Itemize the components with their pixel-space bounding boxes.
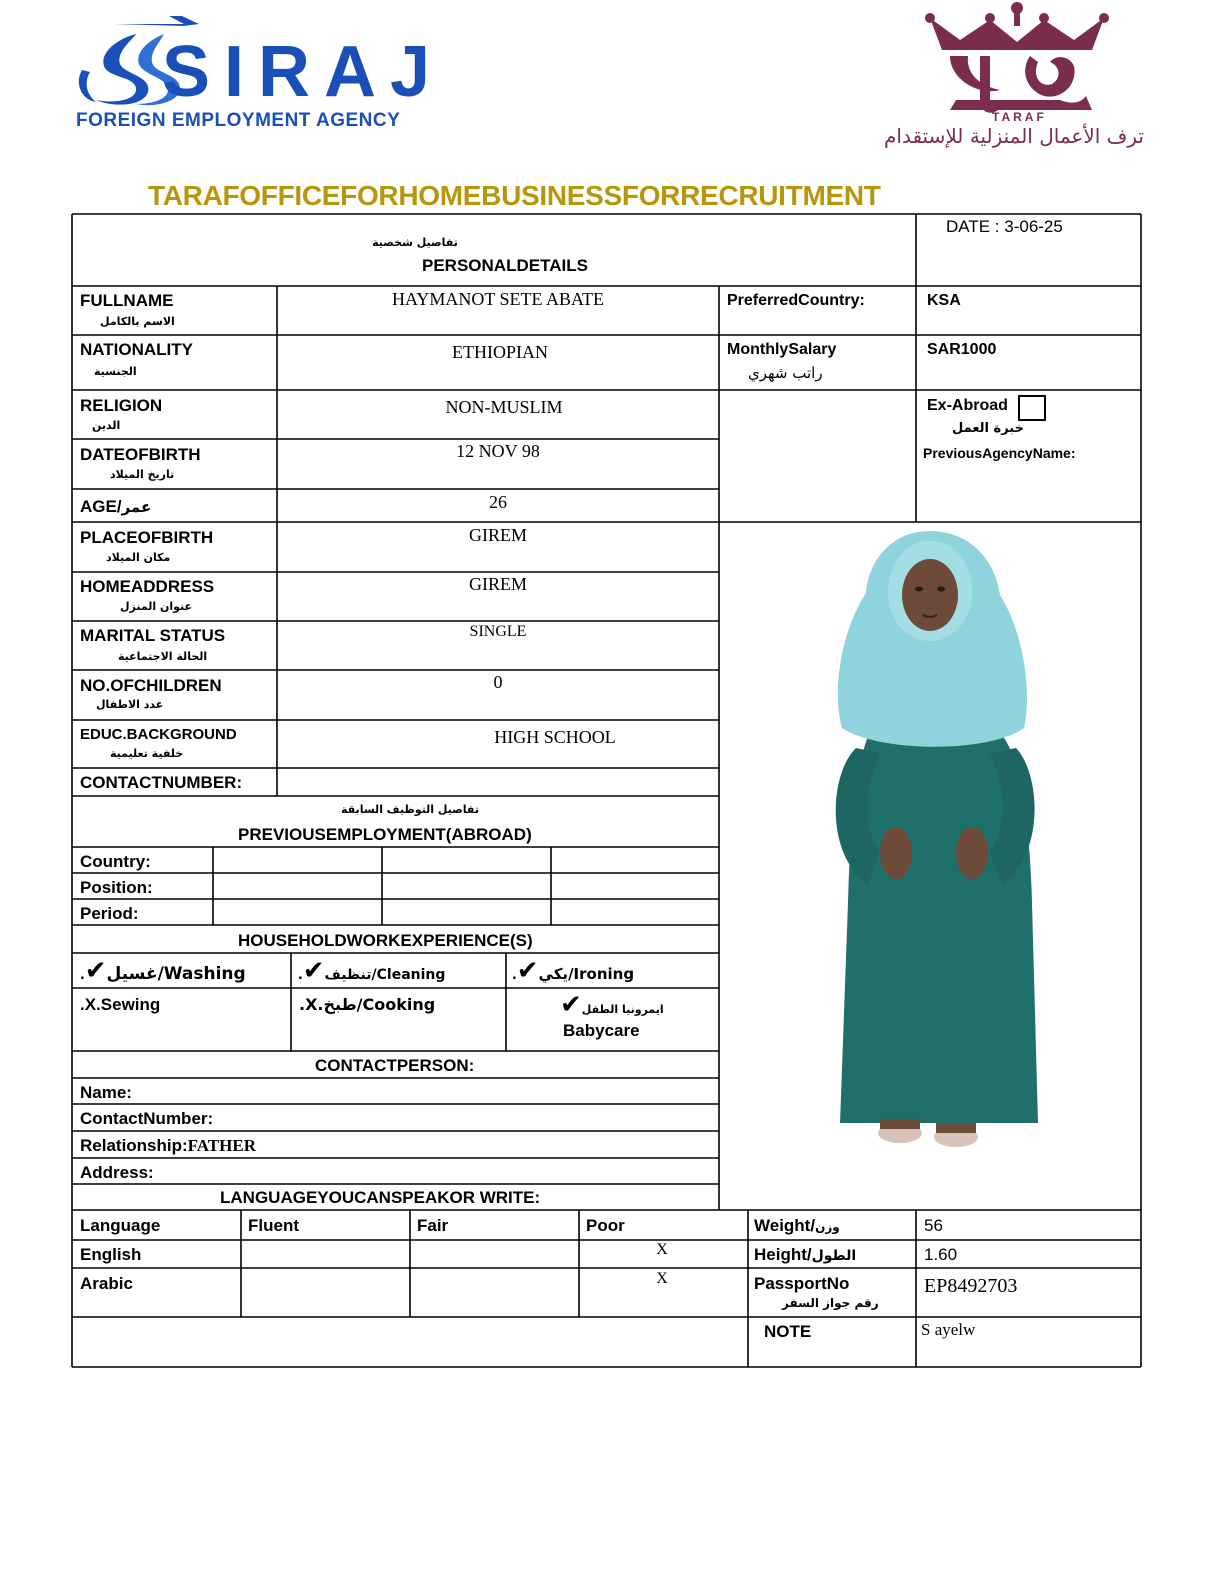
- passport-value: EP8492703: [924, 1275, 1018, 1297]
- dob-label-ar: تاريخ الميلاد: [110, 468, 175, 481]
- education-value: HIGH SCHOOL: [494, 727, 616, 747]
- contact-name-label: Name:: [80, 1083, 132, 1102]
- household-title: HOUSEHOLDWORKEXPERIENCE(S): [238, 931, 533, 950]
- ex-abroad-label-ar: خبرة العمل: [952, 421, 1024, 436]
- contact-person-title: CONTACTPERSON:: [315, 1056, 475, 1075]
- language-header-language: Language: [80, 1216, 161, 1235]
- fullname-label: FULLNAME: [80, 291, 174, 310]
- language-row-name: Arabic: [80, 1274, 133, 1293]
- preferred-country-value: KSA: [927, 292, 961, 309]
- salary-value: SAR1000: [927, 341, 997, 358]
- children-label: NO.OFCHILDREN: [80, 676, 222, 695]
- note-value: S ayelw: [921, 1320, 976, 1339]
- date: DATE : 3-06-25: [946, 217, 1063, 236]
- contact-number-label-2: ContactNumber:: [80, 1109, 214, 1128]
- age-label: AGE/عمر: [80, 497, 152, 516]
- place-of-birth-label: PLACEOFBIRTH: [80, 528, 214, 547]
- education-label-ar: خلفية تعليمية: [110, 747, 184, 760]
- check-icon: ✔: [302, 956, 325, 986]
- ironing-item: .✔يكي/Ironing: [512, 956, 635, 986]
- person-photo-icon: [720, 523, 1140, 1209]
- language-title: LANGUAGEYOUCANSPEAKOR WRITE:: [220, 1188, 541, 1207]
- taraf-arabic-name: ترف الأعمال المنزلية للإستقدام: [884, 124, 1144, 148]
- siraj-name: SIRAJ: [162, 32, 445, 112]
- religion-label: RELIGION: [80, 396, 163, 415]
- dob-label: DATEOFBIRTH: [80, 445, 201, 464]
- contact-number-label: CONTACTNUMBER:: [80, 773, 243, 792]
- fullname-value: HAYMANOT SETE ABATE: [391, 289, 605, 309]
- siraj-tagline: FOREIGN EMPLOYMENT AGENCY: [76, 110, 401, 131]
- personal-details-title: PERSONALDETAILS: [422, 256, 588, 275]
- passport-label-ar: رقم جواز السفر: [782, 1296, 879, 1310]
- nationality-label-ar: الجنسية: [94, 365, 137, 378]
- cooking-item: .X.طبخ/Cooking: [299, 995, 436, 1014]
- previous-employment-title-ar: تفاصيل التوظيف السابقة: [341, 803, 479, 816]
- contact-address-label: Address:: [80, 1163, 154, 1182]
- taraf-logo: [830, 0, 1200, 160]
- marital-status-label: MARITAL STATUS: [80, 626, 226, 645]
- washing-item: .✔غسيل/Washing: [80, 956, 246, 986]
- cleaning-item: .✔تنظيف/Cleaning: [298, 956, 446, 986]
- taraf-logo-text: TARAF: [992, 110, 1047, 124]
- siraj-logo: [74, 4, 445, 136]
- marital-status-value: SINGLE: [469, 623, 527, 640]
- passport-label: PassportNo: [754, 1274, 850, 1293]
- age-value: 26: [489, 492, 507, 512]
- language-row-name: English: [80, 1245, 142, 1264]
- sewing-item: .X.Sewing: [80, 995, 161, 1014]
- previous-agency-label: PreviousAgencyName:: [923, 445, 1076, 461]
- babycare-item: ✔ايمرونيا الطفل: [560, 990, 664, 1020]
- personal-details-title-ar: تفاصيل شخصية: [372, 236, 458, 249]
- ex-abroad-label: Ex-Abroad: [927, 397, 1008, 414]
- language-row-poor: X: [656, 1241, 668, 1258]
- nationality-value: ETHIOPIAN: [452, 342, 548, 362]
- previous-employment-title: PREVIOUSEMPLOYMENT(ABROAD): [238, 825, 532, 844]
- weight-label: Weight/وزن: [754, 1216, 840, 1235]
- salary-label: MonthlySalary: [727, 341, 837, 358]
- home-address-label: HOMEADDRESS: [80, 577, 215, 596]
- preferred-country-label: PreferredCountry:: [727, 292, 865, 309]
- children-value: 0: [493, 672, 503, 692]
- home-address-label-ar: عنوان المنزل: [120, 600, 193, 613]
- weight-value: 56: [924, 1216, 943, 1235]
- religion-value: NON-MUSLIM: [445, 397, 563, 417]
- language-header-fair: Fair: [417, 1216, 449, 1235]
- prev-position-label: Position:: [80, 878, 153, 897]
- nationality-label: NATIONALITY: [80, 340, 194, 359]
- relationship-row: Relationship:FATHER: [80, 1136, 256, 1155]
- language-row-poor: X: [656, 1270, 668, 1287]
- prev-period-label: Period:: [80, 904, 139, 923]
- religion-label-ar: الدين: [92, 419, 121, 432]
- fullname-label-ar: الاسم بالكامل: [100, 315, 175, 328]
- office-title: TARAFOFFICEFORHOMEBUSINESSFORRECRUITMENT: [148, 180, 881, 211]
- height-label: Height/الطول: [754, 1245, 857, 1264]
- dob-value: 12 NOV 98: [456, 441, 540, 461]
- check-icon: ✔: [84, 956, 107, 986]
- check-icon: ✔: [516, 956, 539, 986]
- place-of-birth-value: GIREM: [469, 525, 527, 545]
- children-label-ar: عدد الاطفال: [96, 698, 164, 711]
- babycare-label: Babycare: [563, 1021, 640, 1040]
- prev-country-label: Country:: [80, 852, 151, 871]
- education-label: EDUC.BACKGROUND: [80, 726, 237, 743]
- place-of-birth-label-ar: مكان الميلاد: [106, 551, 171, 564]
- language-header-poor: Poor: [586, 1216, 625, 1235]
- language-header-fluent: Fluent: [248, 1216, 299, 1235]
- ex-abroad-checkbox[interactable]: [1018, 395, 1046, 421]
- marital-status-label-ar: الحالة الاجتماعية: [118, 650, 208, 663]
- height-value: 1.60: [924, 1245, 958, 1264]
- home-address-value: GIREM: [469, 574, 527, 594]
- candidate-photo: [720, 523, 1140, 1209]
- check-icon: ✔: [560, 990, 582, 1020]
- salary-label-ar: راتب شهري: [748, 364, 823, 382]
- note-label: NOTE: [764, 1322, 812, 1341]
